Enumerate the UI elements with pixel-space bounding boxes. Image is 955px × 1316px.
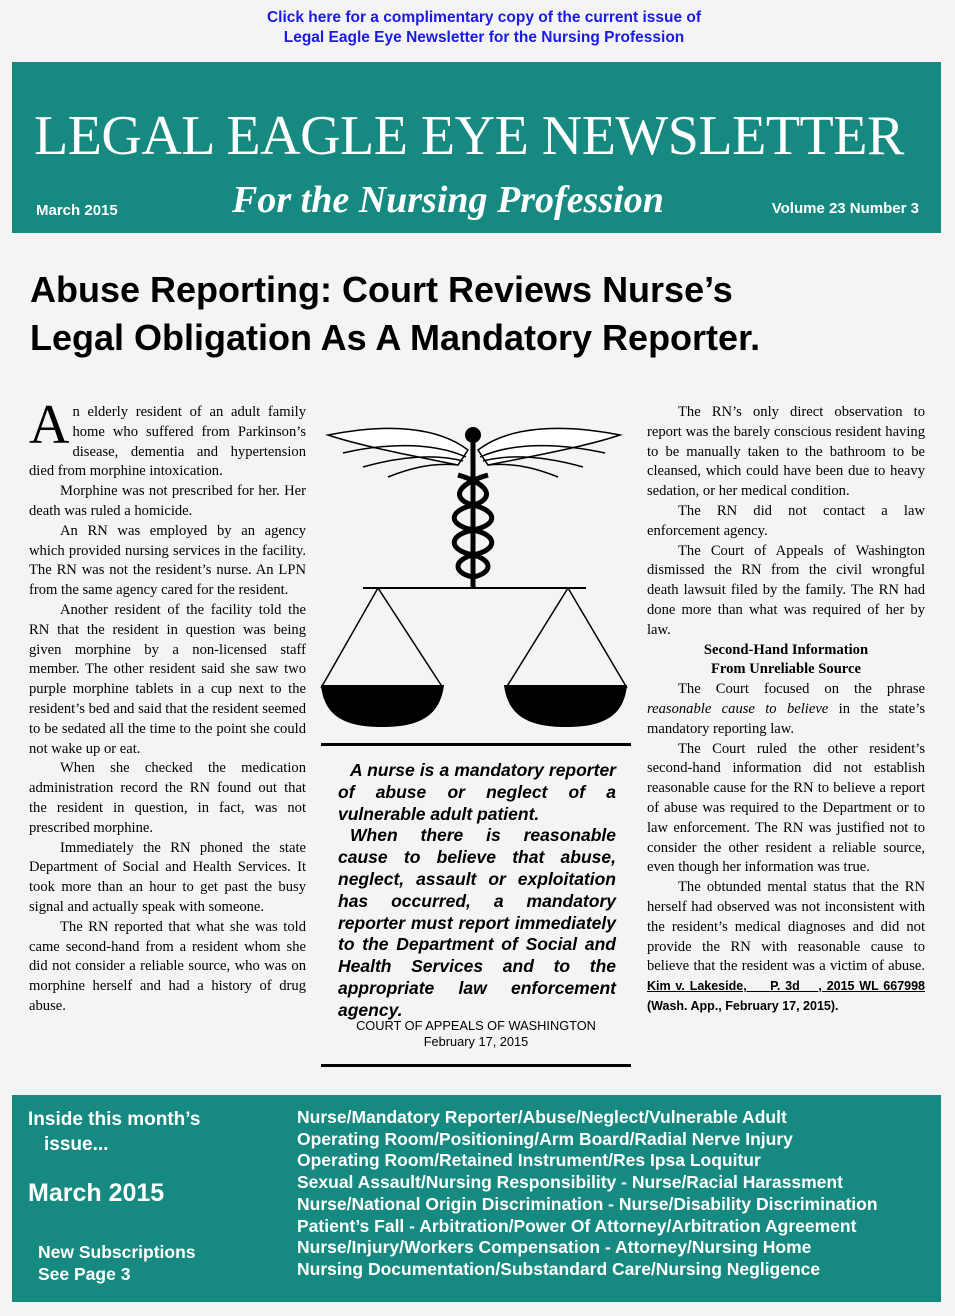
caduceus-scales-illustration xyxy=(318,405,630,745)
case-citation-court: (Wash. App., February 17, 2015). xyxy=(647,998,839,1013)
issue-topics-list xyxy=(297,1107,941,1281)
article-column-right xyxy=(647,403,925,1017)
left-scale-pan-icon xyxy=(321,588,444,727)
topic-item: Nurse/Mandatory Reporter/Abuse/Neglect/Vulnerable Adult xyxy=(297,1107,787,1127)
issue-date: March 2015 xyxy=(36,202,118,219)
new-subscriptions-note: New Subscriptions See Page 3 xyxy=(38,1242,196,1284)
complimentary-copy-link[interactable] xyxy=(0,8,955,48)
article-paragraph: The RN reported that what she was told came second-hand from a resident whom she did not consider a reliable source, who was on morphine herself and had a history of drug abuse. xyxy=(29,918,306,1014)
pull-quote xyxy=(321,743,631,1067)
case-citation-link[interactable]: Kim v. Lakeside, __ P. 3d __, 2015 WL 667998 xyxy=(647,979,925,994)
right-scale-pan-icon xyxy=(504,588,627,727)
topic-item: Patient’s Fall - Arbitration/Power Of Attorney/Arbitration Agreement xyxy=(297,1215,857,1236)
inside-month: March 2015 xyxy=(28,1179,165,1207)
newsletter-title: LEGAL EAGLE EYE NEWSLETTER xyxy=(34,105,904,167)
article-paragraph: Immediately the RN phoned the state Department of Social and Health Services. It took more than an hour to get past the busy signal and actually speak with someone. xyxy=(29,839,306,915)
masthead xyxy=(12,62,941,233)
court-date: February 17, 2015 xyxy=(423,1034,529,1049)
article-column-left xyxy=(29,394,306,1017)
promo-line-2: Legal Eagle Eye Newsletter for the Nursing Profession xyxy=(283,29,685,46)
pull-quote-paragraph: When there is reasonable cause to believe that abuse, neglect, assault or exploitation has occurred, a mandatory reporter must report immediately to the Department of Social and Health Services and to the appropriate law enforcement agency. xyxy=(338,825,616,1020)
article-paragraph: The RN’s only direct observation to report was the barely conscious resident having to be manually taken to the bathroom to be cleansed, which could have been due to heavy sedation, or her medical condition. xyxy=(647,404,925,500)
topic-item: Nurse/National Origin Discrimination - Nurse/Disability Discrimination xyxy=(297,1193,878,1214)
headline-line-2: Legal Obligation As A Mandatory Reporter. xyxy=(30,317,761,358)
topic-item: Operating Room/Positioning/Arm Board/Radial Nerve Injury xyxy=(297,1128,793,1149)
topic-item: Nursing Documentation/Substandard Care/Nursing Negligence xyxy=(297,1258,821,1279)
article-headline xyxy=(30,266,930,362)
pull-quote-source xyxy=(321,1018,631,1050)
article-paragraph: The RN did not contact a law enforcement agency. xyxy=(647,502,925,539)
topic-item: Nurse/Injury/Workers Compensation - Attorney/Nursing Home xyxy=(297,1237,812,1258)
article-paragraph: An elderly resident of an adult family home who suffered from Parkinson’s disease, dementia and hypertension died from morphine intoxication. xyxy=(29,394,306,480)
article-paragraph: The Court of Appeals of Washington dismissed the RN from the civil wrongful death lawsuit filed by the family. The RN had done more than what was required of her by law. xyxy=(647,542,925,638)
article-paragraph: An RN was employed by an agency which provided nursing services in the facility. The RN was not the resident’s nurse. An LPN from the same agency cared for the resident. xyxy=(29,522,306,599)
article-paragraph: Another resident of the facility told the RN that the resident in question was being given morphine by a non-licensed staff member. The other resident said she saw two purple morphine tablets in a cup next to the resident’s bed and said that the resident seemed to be sedated all the time to the point she could not wake up or eat. xyxy=(29,601,306,757)
topic-item: Operating Room/Retained Instrument/Res Ipsa Loquitur xyxy=(297,1150,761,1171)
pull-quote-text xyxy=(338,760,616,1022)
subheading: Second-Hand Information From Unreliable Source xyxy=(703,641,869,678)
article-paragraph: When she checked the medication administration record the RN found out that the resident in question, in fact, was not prescribed morphine. xyxy=(29,760,306,836)
court-name: COURT OF APPEALS OF WASHINGTON xyxy=(356,1018,596,1033)
article-paragraph: Morphine was not prescribed for her. Her death was ruled a homicide. xyxy=(29,483,306,519)
pull-quote-paragraph: A nurse is a mandatory reporter of abuse or neglect of a vulnerable adult patient. xyxy=(338,760,616,824)
topic-item: Sexual Assault/Nursing Responsibility - Nurse/Racial Harassment xyxy=(297,1172,843,1193)
article-paragraph: The Court ruled the other resident’s second-hand information did not establish reasonable cause for the RN to believe a report of abuse was required to the Department or to law enforcement. The RN was justified not to consider the other resident a reliable source, even though her information was true. xyxy=(647,740,925,876)
promo-line-1: Click here for a complimentary copy of the current issue of xyxy=(266,9,702,26)
newsletter-subtitle: For the Nursing Profession xyxy=(232,179,664,221)
article-paragraph: The Court focused on the phrase reasonable cause to believe in the state’s mandatory reporting law. xyxy=(647,681,926,737)
inside-label: Inside this month’s issue... xyxy=(28,1109,201,1155)
inside-this-issue-box xyxy=(12,1095,941,1302)
drop-cap: A xyxy=(29,394,70,456)
article-paragraph: The obtunded mental status that the RN herself had observed was not inconsistent with the resident’s medical diagnoses and did not provide the RN with reasonable cause to believe that the resident was a victim of abuse. Kim v. Lakeside, __ P. 3d __, 2015 WL 667998 (Wash. App., February 17, 2015). xyxy=(647,879,925,1013)
issue-volume: Volume 23 Number 3 xyxy=(771,200,919,217)
headline-line-1: Abuse Reporting: Court Reviews Nurse’s xyxy=(30,269,733,310)
